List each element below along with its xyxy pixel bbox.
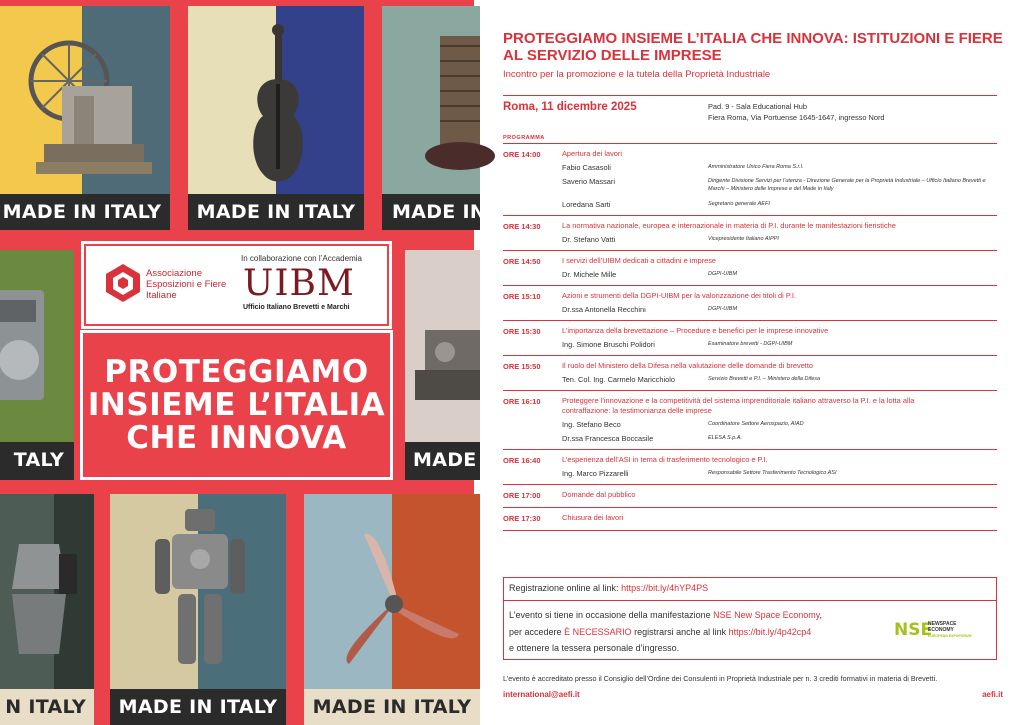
event-date: Roma, 11 dicembre 2025 [503,101,637,113]
violin-icon [243,24,313,194]
nse-registration-link[interactable]: https://bit.ly/4p42cp4 [728,626,812,637]
registration-link[interactable]: https://bit.ly/4hYP4PS [621,583,709,593]
program-label: PROGRAMMA [503,135,545,141]
made-in-italy-banner: N ITALY [0,689,94,725]
event-title: PROTEGGIAMO INSIEME L’ITALIA CHE INNOVA: ISTITUZIONI E FIERE AL SERVIZIO DELLE IMPRESE [503,30,1003,64]
contact-email[interactable]: international@aefi.it [503,690,580,699]
poster-tile-steam-engine [0,6,170,230]
robot-icon [150,509,250,679]
nse-logo: NSE NEWSPACE ECONOMY EUROPEAN EXPOFORUM [894,620,972,640]
session-topic: L’esperienza dell’ASI in tema di trasferimento tecnologico e P.I. [562,455,768,464]
made-in-italy-banner: MADE IN ITALY [0,194,170,230]
session-speaker: Ing. Marco Pizzarelli Responsabile Settore Trasferimento Tecnologico ASI [562,469,837,478]
website-link[interactable]: aefi.it [982,690,1003,699]
session-speaker: Dr.ssa Francesca Boccasile ELESA S.p.A. [562,434,743,443]
made-in-italy-banner: MADE [405,442,480,480]
made-in-italy-banner: MADE IN [382,194,480,230]
session-time: ORE 17:00 [503,491,541,500]
aefi-logo [106,264,140,302]
partner-logos-card [84,244,389,326]
accreditation-note: L’evento è accreditato presso il Consiglio dell’Ordine dei Consulenti in Proprietà Industriale per n. 3 crediti formativi in materia di Brevetti. [503,674,938,683]
session-speaker: Saverio Massari Dirigente Divisione Servizi per l’utenza - Direzione Generale per la Proprietà Industriale – Ufficio Italiano Brevetti e Marchi – Ministero delle Imprese e del Made in Italy [562,177,986,192]
program-session [503,320,997,355]
session-time: ORE 14:30 [503,222,541,231]
session-speaker: Dr. Michele Mille DGPI-UIBM [562,270,738,279]
program-session [503,507,997,531]
registration-info: L’evento si tiene in occasione della manifestazione NSE New Space Economy, per accedere È NECESSARIO registrarsi anche al link https://bit.ly/4p42cp4 e ottenere la tessera personale d’ingresso. [509,610,823,653]
required-note: È NECESSARIO [564,626,632,637]
poster-tile-propeller [304,494,480,725]
session-speaker: Ing. Stefano Beco Coordinatore Settore Aerospazio, AIAD [562,420,804,429]
program-session [503,143,997,215]
program-session [503,484,997,507]
propeller-icon [324,524,464,674]
registration-line: Registrazione online al link: https://bit.ly/4hYP4PS [504,578,996,601]
poster-title-line: PROTEGGIAMO [104,353,369,390]
session-time: ORE 14:00 [503,150,541,159]
uibm-logo: UIBM [243,263,355,304]
event-venue: Pad. 9 - Sala Educational Hub Fiera Roma, Via Portuense 1645-1647, ingresso Nord [708,102,885,122]
hard-drive-icon [0,290,54,410]
session-topic: Apertura dei lavori [562,149,622,158]
program-list [503,143,997,531]
session-time: ORE 15:50 [503,362,541,371]
session-topic: Azioni e strumenti della DGPI-UIBM per la valorizzazione dei titoli di P.I. [562,291,796,300]
session-time: ORE 14:50 [503,257,541,266]
poster-tile-violin [188,6,364,230]
session-topic: Chiusura dei lavori [562,513,624,522]
session-topic: Domande dal pubblico [562,490,636,499]
poster-tile-moka-pot [0,494,94,725]
uibm-subtitle: Ufficio Italiano Brevetti e Marchi [243,304,350,311]
poster-tile-hard-drive [0,250,74,480]
session-speaker: Loredana Sarti Segretario generale AEFI [562,200,770,209]
poster-tile-robot [110,494,286,725]
session-topic: Proteggere l’innovazione e la competitività del sistema imprenditoriale italiano attraverso la P.I. e la lotta alla contraffazione: la testimonianza delle imprese [562,396,915,415]
program-session [503,215,997,250]
session-speaker: Dr. Stefano Vatti Vicepresidente Italiano AIPPI [562,235,779,244]
program-session [503,355,997,390]
event-poster [0,0,487,725]
made-in-italy-banner: TALY [0,442,74,480]
steam-engine-icon [14,26,154,186]
moka-pot-icon [4,534,84,664]
poster-tile-machine-device [405,250,480,480]
session-topic: I servizi dell’UIBM dedicati a cittadini e imprese [562,256,717,265]
nse-event-name: NSE New Space Economy [713,610,820,620]
event-program [474,0,1024,725]
program-session [503,390,997,449]
program-session [503,285,997,320]
made-in-italy-banner: MADE IN ITALY [110,689,286,725]
made-in-italy-banner: MADE IN ITALY [304,689,480,725]
session-time: ORE 15:30 [503,327,541,336]
poster-title-line: INSIEME L’ITALIA [87,386,386,423]
collaboration-text: In collaborazione con l’Accademia [241,254,362,263]
session-time: ORE 17:30 [503,514,541,523]
aefi-name: Associazione Esposizioni e Fiere Italiane [146,268,227,301]
session-time: ORE 16:10 [503,397,541,406]
registration-box [503,577,997,660]
event-subtitle: Incontro per la promozione e la tutela della Proprietà Industriale [503,69,771,80]
coil-machine-icon [420,26,480,186]
program-session [503,449,997,484]
poster-title-line: CHE INNOVA [126,419,347,456]
session-topic: Il ruolo del Ministero della Difesa nella valutazione delle domande di brevetto [562,361,814,370]
session-time: ORE 16:40 [503,456,541,465]
session-topic: La normativa nazionale, europea e internazionale in materia di P.I. durante le manifestazioni fieristiche [562,221,896,230]
session-speaker: Ing. Simone Bruschi Polidori Esaminatore brevetti - DGPI-UIBM [562,340,793,349]
made-in-italy-banner: MADE IN ITALY [188,194,364,230]
session-speaker: Fabio Casasoli Amministratore Unico Fiera Roma S.r.l. [562,163,804,172]
session-time: ORE 15:10 [503,292,541,301]
session-speaker: Dr.ssa Antonella Recchini DGPI-UIBM [562,305,738,314]
session-speaker: Ten. Col. Ing. Carmelo Maricchiolo Servizio Brevetti e P.I. – Ministero della Difesa [562,375,821,384]
program-session [503,250,997,285]
poster-title-card [80,330,393,480]
machine-device-icon [415,310,480,420]
divider [503,95,997,96]
session-topic: L’importanza della brevettazione – Procedure e benefici per le imprese innovative [562,326,829,335]
poster-tile-coil-machine [382,6,487,230]
